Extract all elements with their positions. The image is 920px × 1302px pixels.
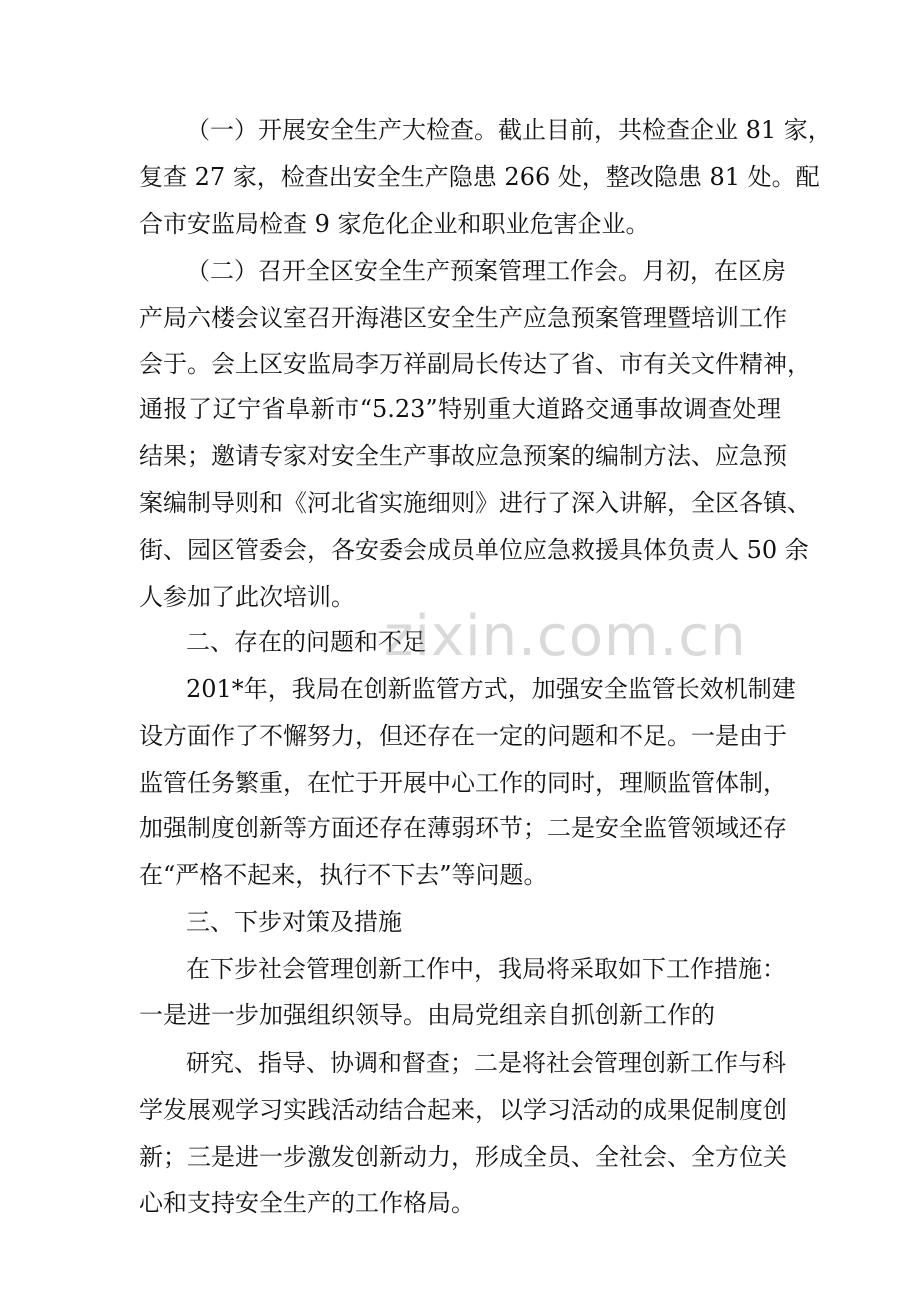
- text-line: 通报了辽宁省阜新市“5.23”特别重大道路交通事故调查处理: [139, 395, 781, 423]
- text-line: 设方面作了不懈努力，但还存在一定的问题和不足。一是由于: [139, 722, 787, 750]
- text-line: 加强制度创新等方面还存在薄弱环节；二是安全监管领域还存: [139, 814, 787, 842]
- watermark: zixin.com.cn: [384, 604, 747, 669]
- text-line: 人参加了此次培训。: [139, 583, 355, 611]
- text-line: 一是进一步加强组织领导。由局党组亲自抓创新工作的: [139, 1001, 715, 1029]
- text-line: 新；三是进一步激发创新动力，形成全员、全社会、全方位关: [139, 1143, 787, 1171]
- section-heading: 三、下步对策及措施: [186, 908, 402, 936]
- text-line: 案编制导则和《河北省实施细则》进行了深入讲解，全区各镇、: [139, 489, 811, 517]
- text-line: 在“严格不起来，执行不下去”等问题。: [139, 861, 548, 889]
- text-line: （一）开展安全生产大检查。截止目前，共检查企业 81 家，: [186, 116, 832, 144]
- text-line: 监管任务繁重，在忙于开展中心工作的同时，理顺监管体制，: [139, 769, 787, 797]
- text-line: 会于。会上区安监局李万祥副局长传达了省、市有关文件精神，: [139, 350, 811, 378]
- text-line: 产局六楼会议室召开海港区安全生产应急预案管理暨培训工作: [139, 304, 787, 332]
- text-line: 心和支持安全生产的工作格局。: [139, 1189, 475, 1217]
- text-line: 街、园区管委会，各安委会成员单位应急救援具体负责人 50 余: [139, 536, 809, 564]
- text-line: 结果；邀请专家对安全生产事故应急预案的编制方法、应急预: [139, 442, 787, 470]
- text-line: 201*年，我局在创新监管方式，加强安全监管长效机制建: [186, 675, 796, 703]
- text-line: 合市安监局检查 9 家危化企业和职业危害企业。: [139, 210, 650, 238]
- text-line: 复查 27 家，检查出安全生产隐患 266 处，整改隐患 81 处。配: [139, 163, 820, 191]
- text-line: 研究、指导、协调和督查；二是将社会管理创新工作与科: [186, 1049, 786, 1077]
- text-line: （二）召开全区安全生产预案管理工作会。月初，在区房: [186, 257, 786, 285]
- section-heading: 二、存在的问题和不足: [186, 628, 426, 656]
- text-line: 在下步社会管理创新工作中，我局将采取如下工作措施：: [186, 955, 786, 983]
- text-line: 学发展观学习实践活动结合起来，以学习活动的成果促制度创: [139, 1096, 787, 1124]
